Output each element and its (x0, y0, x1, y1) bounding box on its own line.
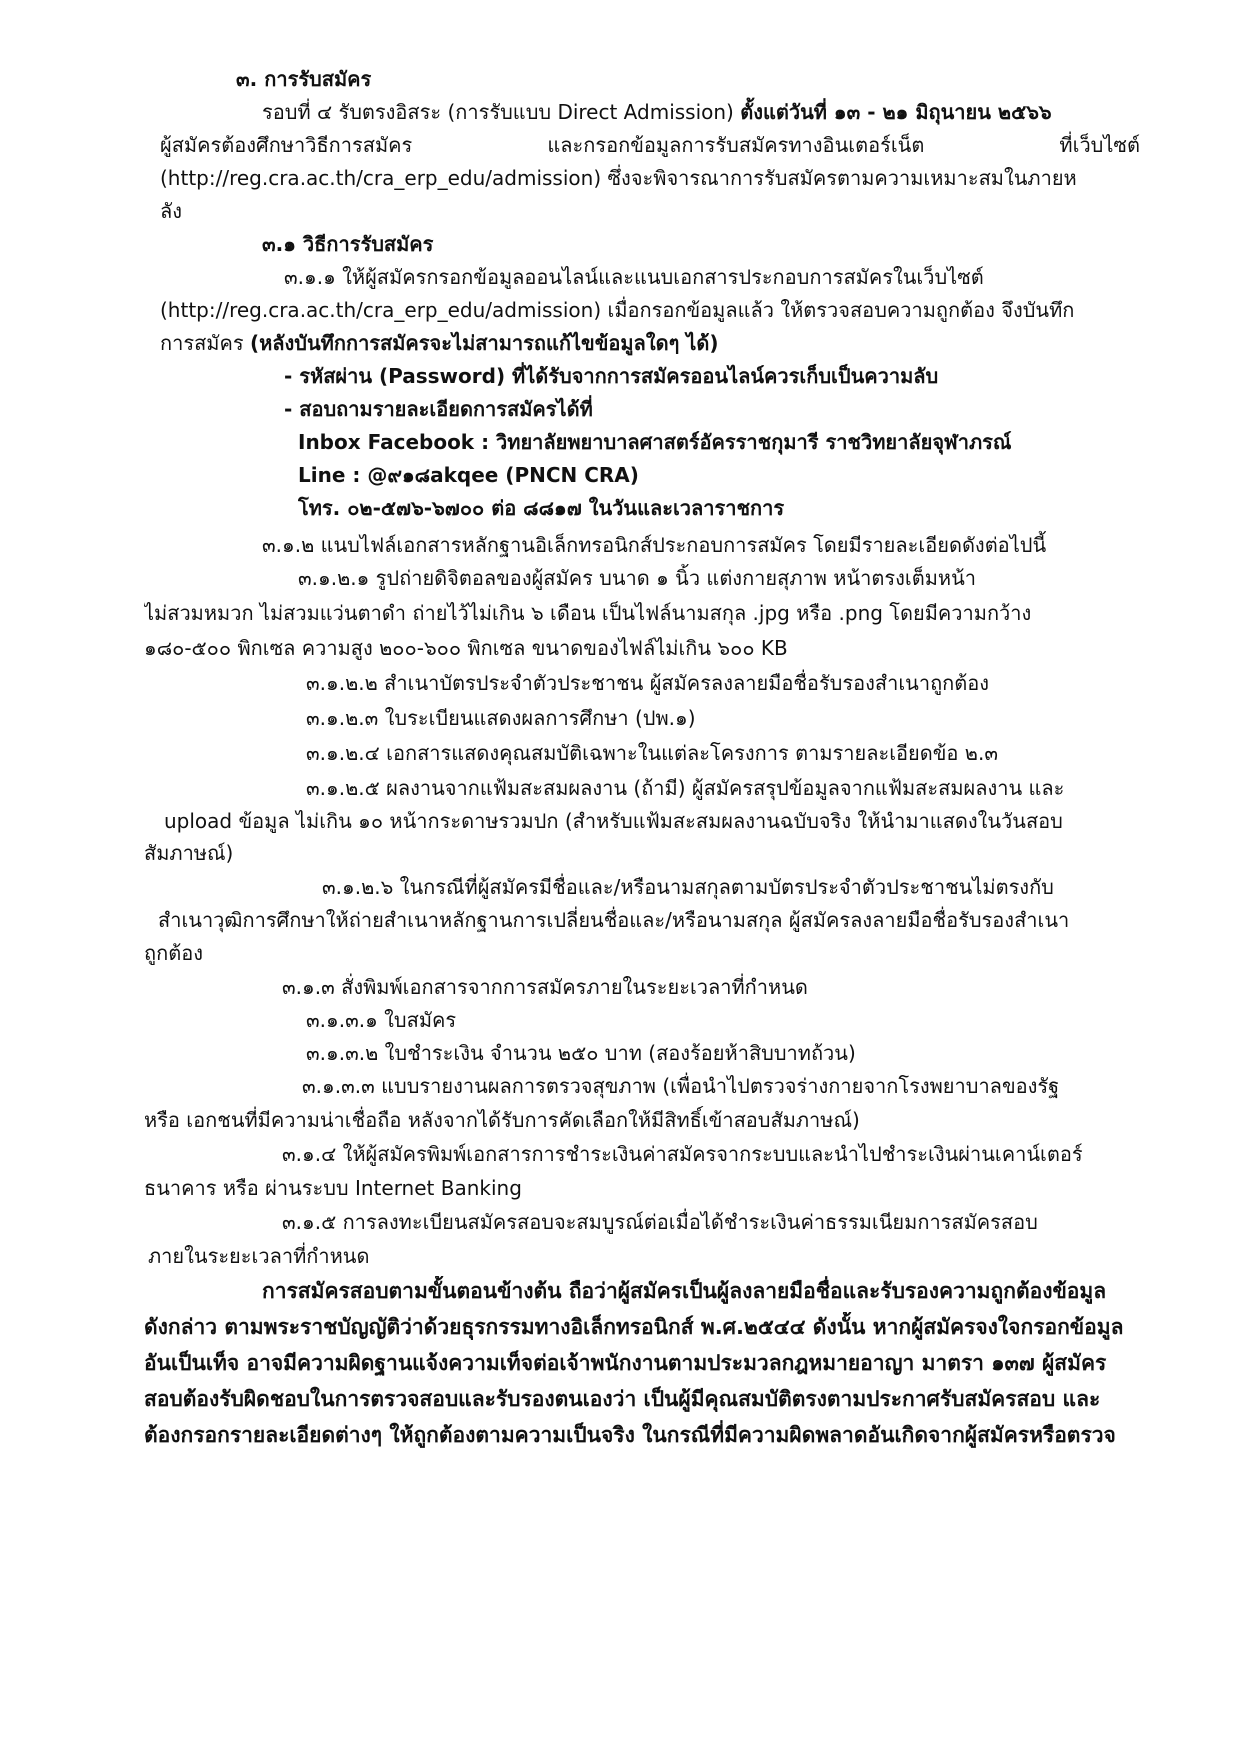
contact-phone: โทร. ๐๒-๕๗๖-๖๗๐๐ ต่อ ๘๘๑๗ ในวันและเวลาราชการ (298, 496, 785, 520)
intro-round-text: รอบที่ ๔ รับตรงอิสระ (การรับแบบ Direct Admission) (262, 100, 741, 124)
intro-date-range: ตั้งแต่วันที่ ๑๓ - ๒๑ มิถุนายน ๒๕๖๖ (740, 100, 1052, 124)
item-3-1-5-line-1: ๓.๑.๕ การลงทะเบียนสมัครสอบจะสมบูรณ์ต่อเมื่อได้ชำระเงินค่าธรรมเนียมการสมัครสอบ (282, 1210, 1038, 1234)
section-3-intro-line-2 (160, 130, 1140, 160)
section-3-1-heading: ๓.๑ วิธีการรับสมัคร (262, 232, 434, 256)
contact-facebook: Inbox Facebook : วิทยาลัยพยาบาลศาสตร์อัครราชกุมารี ราชวิทยาลัยจุฬาภรณ์ (298, 430, 1012, 454)
item-3-1-1-line-2: (http://reg.cra.ac.th/cra_erp_edu/admission) เมื่อกรอกข้อมูลแล้ว ให้ตรวจสอบความถูกต้อง จึงบันทึก (160, 298, 1075, 322)
item-3-1-3-line-1: ๓.๑.๓ สั่งพิมพ์เอกสารจากการสมัครภายในระยะเวลาที่กำหนด (282, 975, 808, 999)
item-3-1-2-line-1: ๓.๑.๒ แนบไฟล์เอกสารหลักฐานอิเล็กทรอนิกส์ประกอบการสมัคร โดยมีรายละเอียดดังต่อไปนี้ (262, 533, 1047, 557)
contact-line: Line : @๙๑๘akqee (PNCN CRA) (298, 463, 639, 487)
item-3-1-2-3: ๓.๑.๒.๓ ใบระเบียนแสดงผลการศึกษา (ปพ.๑) (306, 706, 696, 730)
bullet-contact: - สอบถามรายละเอียดการสมัครได้ที่ (284, 397, 593, 421)
item-3-1-3-1: ๓.๑.๓.๑ ใบสมัคร (306, 1008, 457, 1032)
item-3-1-2-2: ๓.๑.๒.๒ สำเนาบัตรประจำตัวประชาชน ผู้สมัครลงลายมือชื่อรับรองสำเนาถูกต้อง (306, 671, 990, 695)
item-3-1-3-3-line-2: หรือ เอกชนที่มีความน่าเชื่อถือ หลังจากได้รับการคัดเลือกให้มีสิทธิ์เข้าสอบสัมภาษณ์) (144, 1108, 860, 1132)
declaration-line-3: อันเป็นเท็จ อาจมีความผิดฐานแจ้งความเท็จต่อเจ้าพนักงานตามประมวลกฎหมายอาญา มาตรา ๑๓๗ ผู้สมัคร (144, 1351, 1107, 1375)
declaration-line-5: ต้องกรอกรายละเอียดต่างๆ ให้ถูกต้องตามความเป็นจริง ในกรณีที่มีความผิดพลาดอันเกิดจากผู้สมัครหรือตรวจ (144, 1423, 1116, 1447)
section-3-intro-line-1 (262, 97, 1140, 127)
item-3-1-4-line-1: ๓.๑.๔ ให้ผู้สมัครพิมพ์เอกสารการชำระเงินค่าสมัครจากระบบและนำไปชำระเงินผ่านเคาน์เตอร์ (282, 1142, 1083, 1166)
item-3-1-2-1-line-3: ๑๘๐-๕๐๐ พิกเซล ความสูง ๒๐๐-๖๐๐ พิกเซล ขนาดของไฟล์ไม่เกิน ๖๐๐ KB (144, 636, 788, 660)
item-3-1-1-save-text: การสมัคร (160, 331, 250, 355)
intro-part-fill: และกรอกข้อมูลการรับสมัครทางอินเตอร์เน็ต (547, 133, 925, 157)
item-3-1-1-warning: (หลังบันทึกการสมัครจะไม่สามารถแก้ไขข้อมูลใดๆ ได้) (249, 331, 719, 355)
declaration-line-4: สอบต้องรับผิดชอบในการตรวจสอบและรับรองตนเองว่า เป็นผู้มีคุณสมบัติตรงตามประกาศรับสมัครสอบ และ (144, 1387, 1101, 1411)
bullet-password: - รหัสผ่าน (Password) ที่ได้รับจากการสมัครออนไลน์ควรเก็บเป็นความลับ (284, 364, 939, 388)
item-3-1-4-line-2: ธนาคาร หรือ ผ่านระบบ Internet Banking (144, 1176, 522, 1200)
item-3-1-2-4: ๓.๑.๒.๔ เอกสารแสดงคุณสมบัติเฉพาะในแต่ละโครงการ ตามรายละเอียดข้อ ๒.๓ (306, 741, 999, 765)
intro-part-study: ผู้สมัครต้องศึกษาวิธีการสมัคร (160, 133, 413, 157)
item-3-1-2-5-line-1: ๓.๑.๒.๕ ผลงานจากแฟ้มสะสมผลงาน (ถ้ามี) ผู้สมัครสรุปข้อมูลจากแฟ้มสะสมผลงาน และ (306, 776, 1065, 800)
section-3-intro-line-4: ลัง (160, 199, 183, 223)
item-3-1-2-1-line-1: ๓.๑.๒.๑ รูปถ่ายดิจิตอลของผู้สมัคร บนาด ๑ นิ้ว แต่งกายสุภาพ หน้าตรงเต็มหน้า (298, 566, 976, 590)
item-3-1-1-line-3 (160, 328, 1140, 358)
item-3-1-2-6-line-3: ถูกต้อง (144, 941, 203, 965)
item-3-1-2-5-line-2: upload ข้อมูล ไม่เกิน ๑๐ หน้ากระดาษรวมปก (สำหรับแฟ้มสะสมผลงานฉบับจริง ให้นำมาแสดงในวันสอบ (164, 809, 1063, 833)
intro-part-website: ที่เว็บไซต์ (1059, 133, 1140, 157)
item-3-1-2-6-line-1: ๓.๑.๒.๖ ในกรณีที่ผู้สมัครมีชื่อและ/หรือนามสกุลตามบัตรประจำตัวประชาชนไม่ตรงกับ (322, 875, 1054, 899)
item-3-1-1-line-1: ๓.๑.๑ ให้ผู้สมัครกรอกข้อมูลออนไลน์และแนบเอกสารประกอบการสมัครในเว็บไซต์ (284, 265, 984, 289)
item-3-1-2-1-line-2: ไม่สวมหมวก ไม่สวมแว่นตาดำ ถ่ายไว้ไม่เกิน ๖ เดือน เป็นไฟล์นามสกุล .jpg หรือ .png โดยมีความกว้าง (144, 601, 1032, 625)
item-3-1-5-line-2: ภายในระยะเวลาที่กำหนด (148, 1244, 370, 1268)
item-3-1-2-6-line-2: สำเนาวุฒิการศึกษาให้ถ่ายสำเนาหลักฐานการเปลี่ยนชื่อและ/หรือนามสกุล ผู้สมัครลงลายมือชื่อรับรองสำเนา (158, 908, 1070, 932)
item-3-1-3-3-line-1: ๓.๑.๓.๓ แบบรายงานผลการตรวจสุขภาพ (เพื่อนำไปตรวจร่างกายจากโรงพยาบาลของรัฐ (302, 1074, 1060, 1098)
section-3-heading: ๓. การรับสมัคร (236, 67, 372, 91)
declaration-line-2: ดังกล่าว ตามพระราชบัญญัติว่าด้วยธุรกรรมทางอิเล็กทรอนิกส์ พ.ศ.๒๕๔๔ ดังนั้น หากผู้สมัครจงใจกรอกข้อมูล (144, 1315, 1124, 1339)
item-3-1-2-5-line-3: สัมภาษณ์) (144, 841, 234, 865)
declaration-line-1: การสมัครสอบตามขั้นตอนข้างต้น ถือว่าผู้สมัครเป็นผู้ลงลายมือชื่อและรับรองความถูกต้องข้อมูล (262, 1279, 1107, 1303)
section-3-intro-line-3: (http://reg.cra.ac.th/cra_erp_edu/admission) ซึ่งจะพิจารณาการรับสมัครตามความเหมาะสมในภายห (160, 166, 1077, 190)
item-3-1-3-2: ๓.๑.๓.๒ ใบชำระเงิน จำนวน ๒๕๐ บาท (สองร้อยห้าสิบบาทถ้วน) (306, 1041, 856, 1065)
